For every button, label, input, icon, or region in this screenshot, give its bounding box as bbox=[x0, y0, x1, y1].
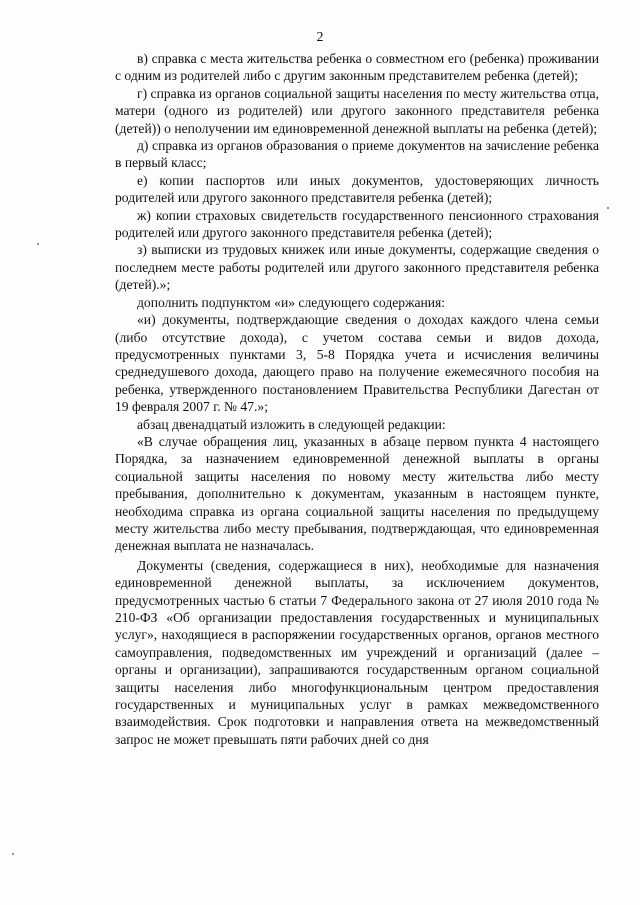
paragraph-v: в) справка с места жительства ребенка о совместном его (ребенка) проживании с одним из родителей либо с другим законным представителем ребенка (детей); bbox=[115, 51, 599, 84]
scan-speck bbox=[37, 243, 39, 245]
paragraph-z: з) выписки из трудовых книжек или иные документы, содержащие сведения о последнем месте работы родителей или другого законного представителя ребенка (детей).»; bbox=[115, 242, 599, 293]
document-body bbox=[115, 50, 599, 748]
paragraph-e: е) копии паспортов или иных документов, удостоверяющих личность родителей или другого законного представителя ребенка (детей); bbox=[115, 172, 599, 206]
page-number: 2 bbox=[316, 30, 324, 45]
paragraph-new-text: «В случае обращения лиц, указанных в абзаце первом пункта 4 настоящего Порядка, за назначением единовременной денежной выплаты в органы социальной защиты населения по новому месту жительства либо месту пребывания, дополнительно к документам, указанным в настоящем пункте, необходима справка из органа социальной защиты населения по предыдущему месту жительства либо месту пребывания, подтверждающая, что единовременная денежная выплата не назначалась. bbox=[115, 433, 599, 554]
scan-speck bbox=[12, 853, 14, 855]
paragraph-i: «и) документы, подтверждающие сведения о доходах каждого члена семьи (либо отсутствие дохода), с учетом состава семьи и видов дохода, предусмотренных пунктами 3, 5-8 Порядка учета и исчисления величины среднедушевого дохода, дающего право на получение ежемесячного пособия на ребенка, утвержденного постановлением Правительства Республики Дагестан от 19 февраля 2007 г. № 47.»; bbox=[115, 312, 599, 415]
paragraph-d: д) справка из органов образования о приеме документов на зачисление ребенка в первый класс; bbox=[115, 138, 599, 171]
paragraph-add-subpoint: дополнить подпунктом «и» следующего содержания: bbox=[137, 294, 446, 310]
paragraph-abzac: абзац двенадцатый изложить в следующей редакции: bbox=[137, 416, 446, 432]
paragraph-documents: Документы (сведения, содержащиеся в них), необходимые для назначения единовременной денежной выплаты, за исключением документов, предусмотренных частью 6 статьи 7 Федерального закона от 27 июля 2010 года № 210-ФЗ «Об организации предоставления государственных и муниципальных услуг», находящиеся в распоряжении государственных органов, органов местного самоуправления, подведомственных им учреждений и организаций (далее – органы и организации), запрашиваются государственным органом социальной защиты населения либо многофункциональным центром предоставления государственных и муниципальных услуг в рамках межведомственного взаимодействия. Срок подготовки и направления ответа на межведомственный запрос не может превышать пяти рабочих дней со дня bbox=[115, 557, 599, 747]
paragraph-zh: ж) копии страховых свидетельств государственного пенсионного страхования родителей или другого законного представителя ребенка (детей); bbox=[115, 207, 599, 241]
scan-speck bbox=[607, 207, 609, 209]
paragraph-g: г) справка из органов социальной защиты населения по месту жительства отца, матери (одного из родителей) или другого законного представителя ребенка (детей)) о неполучении им единовременной денежной выплаты на ребенка (детей); bbox=[115, 85, 599, 136]
